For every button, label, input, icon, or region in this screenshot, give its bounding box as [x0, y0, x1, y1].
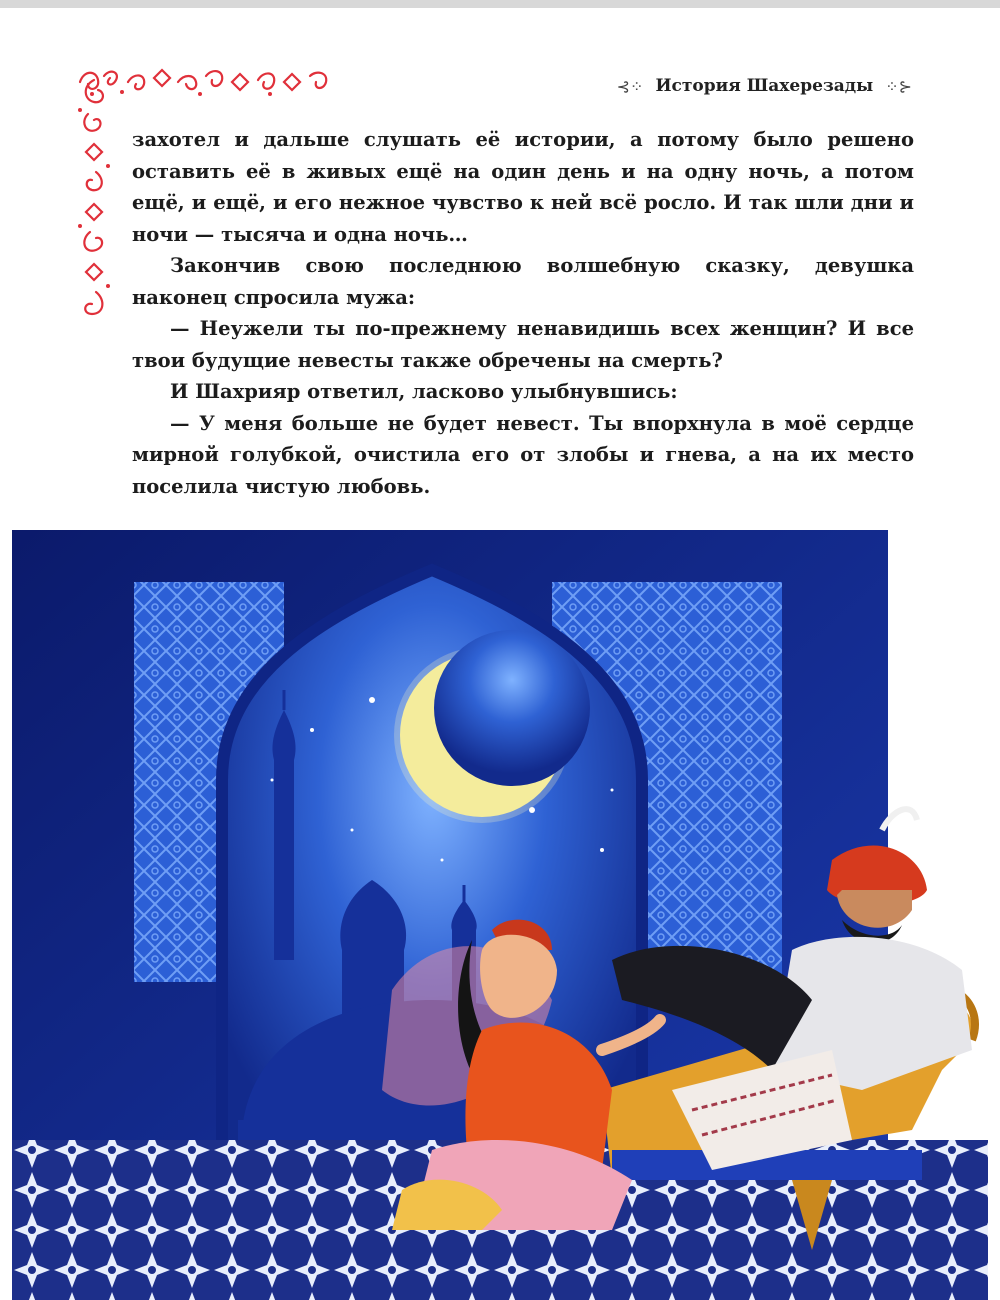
paragraph: — У меня больше не будет невест. Ты впорхнула в моё сердце мирной голубкой, очистила его от злобы и гнева, а на их место поселила чистую любовь.: [132, 411, 914, 498]
header-flourish-left: ⊰⁘: [616, 76, 644, 96]
corner-ornament-left: [72, 70, 116, 332]
running-header: [617, 72, 912, 100]
paragraph: захотел и дальше слушать её истории, а потому было решено оставить её в живых ещё на один день и на одну ночь, а потом ещё, и ещё, и его нежное чувство к ней всё росло. И так шли дни и ночи — тысяча и одна ночь…: [132, 128, 914, 246]
body-text: [132, 124, 914, 502]
top-border: [0, 0, 1000, 8]
paragraph: — Неужели ты по-прежнему ненавидишь всех женщин? И все твои будущие невесты также обречены на смерть?: [132, 317, 914, 372]
paragraph: И Шахрияр ответил, ласково улыбнувшись:: [170, 380, 678, 403]
chapter-title: История Шахерезады: [655, 76, 874, 96]
header-flourish-right: ⁘⊱: [885, 76, 912, 96]
paragraph: Закончив свою последнюю волшебную сказку, девушка наконец спросила мужа:: [132, 254, 914, 309]
illustration-night-scene: [12, 530, 988, 1300]
